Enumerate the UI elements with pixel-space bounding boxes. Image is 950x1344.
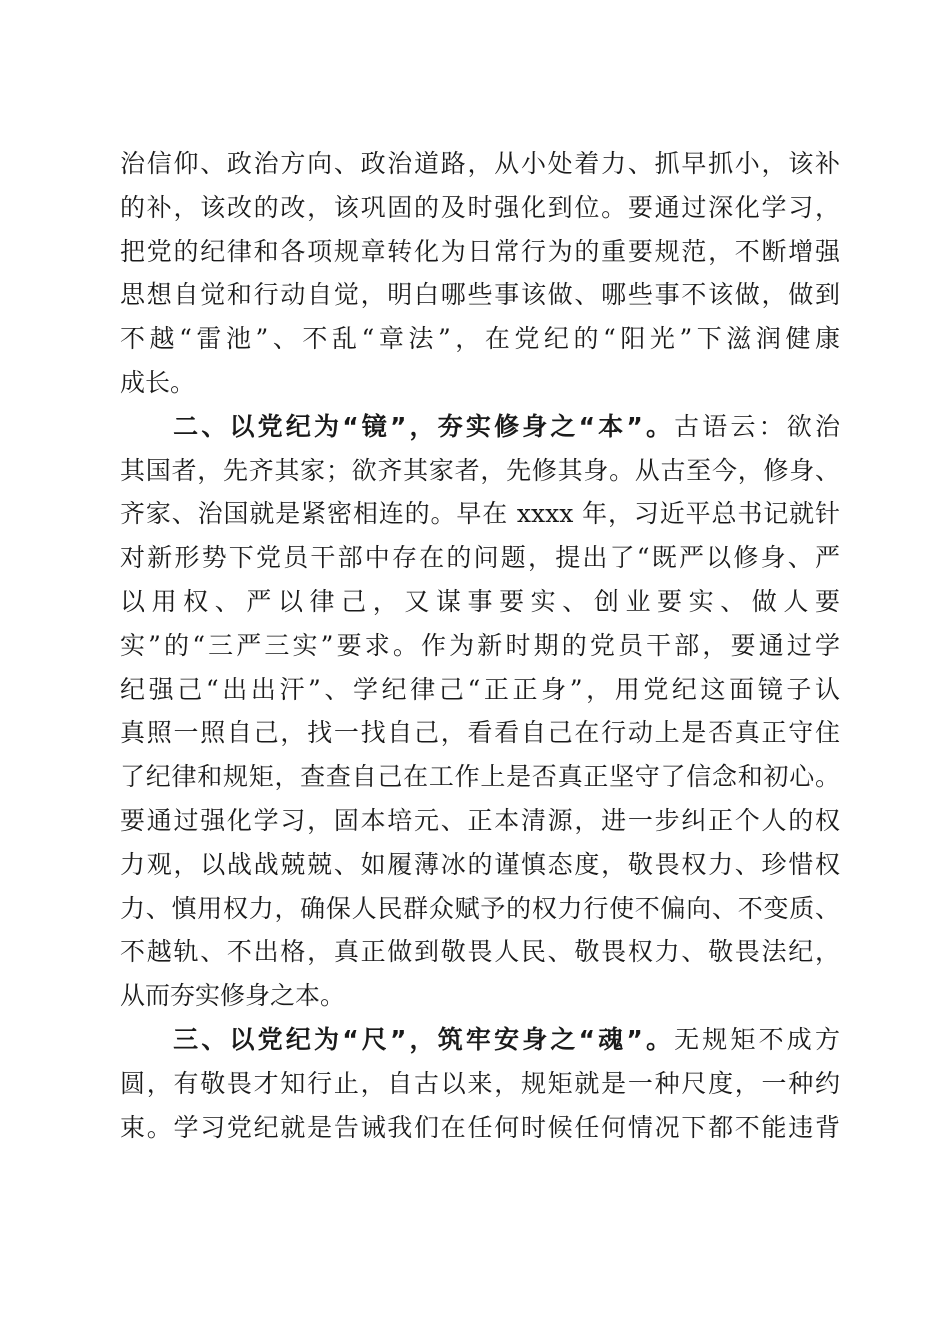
text-line: 其国者，先齐其家；欲齐其家者，先修其身。从古至今，修身、 <box>120 455 840 485</box>
text-line: 思想自觉和行动自觉，明白哪些事该做、哪些事不该做，做到 <box>120 280 840 310</box>
text-line: 力、慎用权力，确保人民群众赋予的权力行使不偏向、不变质、 <box>120 893 840 923</box>
heading-trailing-text: 无规矩不成方 <box>674 1024 840 1054</box>
text-line: 不越轨、不出格，真正做到敬畏人民、敬畏权力、敬畏法纪， <box>120 937 840 967</box>
text-line: 束。学习党纪就是告诫我们在任何时候任何情况下都不能违背 <box>120 1112 840 1142</box>
text-line: 实”的“三严三实”要求。作为新时期的党员干部，要通过学 <box>120 630 840 660</box>
text-line: 把党的纪律和各项规章转化为日常行为的重要规范，不断增强 <box>120 236 840 266</box>
paragraph-3 <box>120 1018 840 1149</box>
text-line: 真照一照自己，找一找自己，看看自己在行动上是否真正守住 <box>120 718 840 748</box>
paragraph-first-line <box>120 405 840 449</box>
text-line: 治信仰、政治方向、政治道路，从小处着力、抓早抓小，该补 <box>120 149 840 178</box>
paragraph-1 <box>120 142 840 405</box>
paragraph-first-line <box>120 1018 840 1062</box>
text-line: 了纪律和规矩，查查自己在工作上是否真正坚守了信念和初心。 <box>120 762 840 792</box>
document-body <box>120 142 840 1149</box>
text-line: 要通过强化学习，固本培元、正本清源，进一步纠正个人的权 <box>120 805 840 835</box>
text-line: 以用权、严以律己，又谋事要实、创业要实、做人要 <box>120 586 840 616</box>
text-line: 对新形势下党员干部中存在的问题，提出了“既严以修身、严 <box>120 543 840 573</box>
text-line: 力观，以战战兢兢、如履薄冰的谨慎态度，敬畏权力、珍惜权 <box>120 849 840 879</box>
text-line: 不越“雷池”、不乱“章法”，在党纪的“阳光”下滋润健康 <box>120 324 840 354</box>
text-line: 的补，该改的改，该巩固的及时强化到位。要通过深化学习， <box>120 192 840 222</box>
text-line: 成长。 <box>120 367 196 397</box>
text-line: 纪强己“出出汗”、学纪律己“正正身”，用党纪这面镜子认 <box>120 674 840 704</box>
text-line: 圆，有敬畏才知行止，自古以来，规矩就是一种尺度，一种约 <box>120 1068 840 1098</box>
text-line: 齐家、治国就是紧密相连的。早在 xxxx 年，习近平总书记就针 <box>120 499 840 529</box>
heading-trailing-text: 古语云：欲治 <box>674 411 840 441</box>
section-heading: 三、以党纪为“尺”，筑牢安身之“魂”。 <box>170 1024 675 1054</box>
paragraph-2 <box>120 405 840 1018</box>
text-line: 从而夯实修身之本。 <box>120 981 346 1011</box>
section-heading: 二、以党纪为“镜”，夯实修身之“本”。 <box>170 411 675 441</box>
